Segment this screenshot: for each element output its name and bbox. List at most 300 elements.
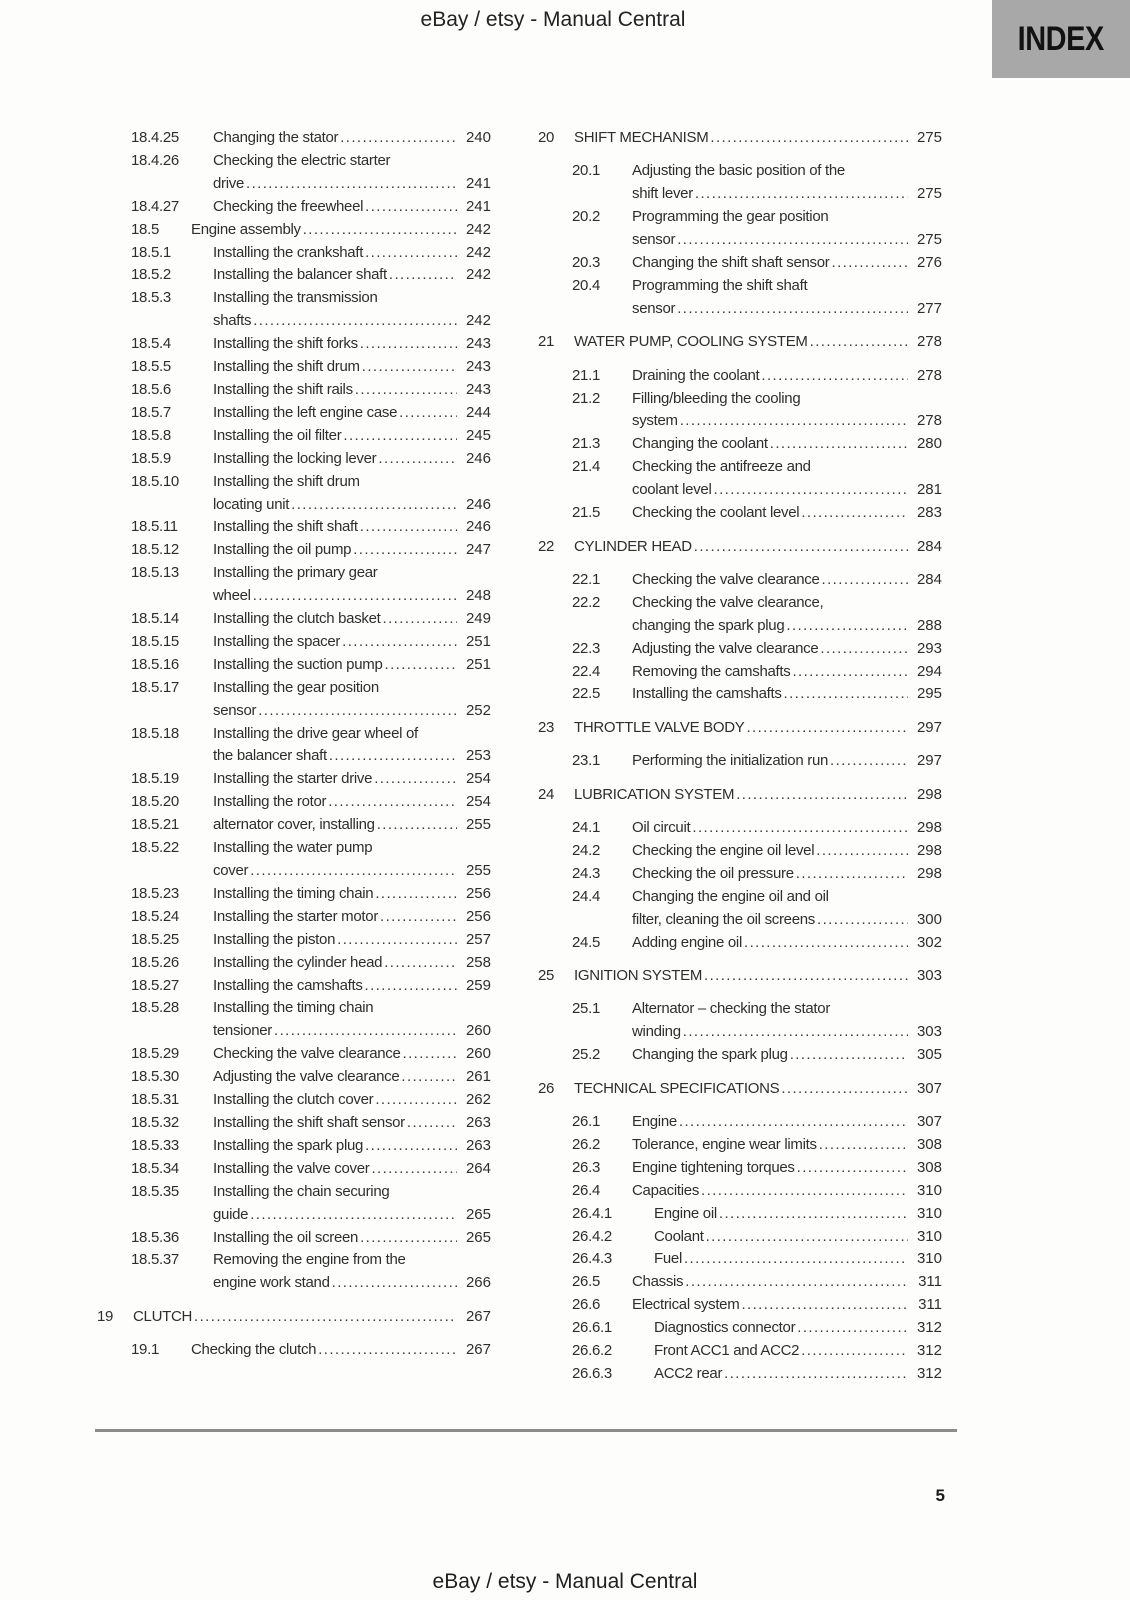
toc-entry [97,196,491,219]
toc-entry-title-block [632,1044,942,1067]
toc-entry-line [213,448,491,471]
toc-entry-line [213,150,491,173]
dot-leader [712,479,909,502]
dot-leader [335,929,457,952]
toc-entry [538,1111,942,1134]
dot-leader [742,932,908,955]
toc-entry-line [213,516,491,539]
page-header-title: eBay / etsy - Manual Central [420,8,686,31]
toc-entry-title-block [213,1227,491,1250]
toc-entry-line [632,252,942,275]
toc-entry-title-block [632,932,942,955]
toc-entry [97,356,491,379]
toc-entry-line [213,791,491,814]
toc-entry-page: 310 [916,1181,942,1199]
toc-entry-number: 18.5.27 [131,976,179,994]
toc-entry-line [213,173,491,196]
toc-entry-number: 18.5.26 [131,953,179,971]
toc-entry-title: Installing the rotor [213,793,327,811]
dot-leader [683,1271,908,1294]
dot-leader [256,700,457,723]
toc-entry [97,975,491,998]
toc-entry-title-block [632,998,942,1044]
dot-leader [363,975,457,998]
toc-entry-title: Installing the drive gear wheel of [213,724,418,742]
toc-entry-title: Installing the shift shaft sensor [213,1113,405,1131]
toc-entry [97,1135,491,1158]
toc-entry-page: 297 [916,718,942,736]
toc-entry-title-block [213,997,491,1043]
toc-entry-page: 284 [916,537,942,555]
dot-leader [702,965,908,988]
toc-entry-title: the balancer shaft [213,747,327,765]
toc-entry-number: 26.4.1 [572,1204,612,1222]
toc-entry-number: 18.5.4 [131,335,171,353]
toc-entry-line [632,817,942,840]
toc-entry-page: 294 [916,662,942,680]
toc-entry-title: Checking the oil pressure [632,864,794,882]
toc-entry [538,817,942,840]
dot-leader [675,229,908,252]
toc-entry-line [632,683,942,706]
toc-entry-line [574,1078,942,1101]
toc-entry-line [654,1363,942,1386]
toc-entry-title-block [574,717,942,740]
toc-entry-page: 244 [465,403,491,421]
toc-entry-title: Programming the gear position [632,208,829,226]
toc-entry-title: Capacities [632,1181,700,1199]
toc-entry-title-block [213,677,491,723]
toc-entry-title: Checking the valve clearance [632,570,820,588]
toc-entry-number: 25.1 [572,1000,600,1018]
toc-entry-page: 248 [465,587,491,605]
toc-entry [538,1203,942,1226]
toc-entry-title-block [213,608,491,631]
dot-leader [358,516,457,539]
toc-entry-title: Engine tightening torques [632,1158,795,1176]
toc-entry-title: Changing the shift shaft sensor [632,254,830,272]
toc-entry-page: 265 [465,1205,491,1223]
dot-leader [272,1020,457,1043]
toc-entry-title: cover [213,862,249,879]
toc-entry-title-block [213,837,491,883]
toc-chapter-entry [538,717,942,740]
toc-entry-title: sensor [213,701,257,719]
toc-entry-title: Installing the crankshaft [213,243,364,261]
toc-entry-title: Installing the suction pump [213,655,383,673]
toc-entry-page: 278 [916,366,942,384]
dot-leader [744,717,908,740]
toc-entry-page: 310 [916,1250,942,1268]
toc-entry-title-block [213,196,491,219]
toc-entry-line [133,1306,491,1329]
toc-entry-page: 241 [465,197,491,215]
toc-entry-title-block [213,929,491,952]
toc-entry-title: Installing the gear position [213,678,379,696]
toc-entry-page: 243 [465,335,491,353]
toc-entry-title-block [213,356,491,379]
toc-entry-title-block [632,638,942,661]
toc-entry-title-block [213,425,491,448]
toc-entry-title-block [213,1181,491,1227]
toc-entry-line [213,906,491,929]
toc-entry-page: 260 [465,1045,491,1063]
toc-entry-title-block [632,365,942,388]
toc-entry-title: coolant level [632,481,712,499]
toc-entry-title: Adjusting the valve clearance [213,1068,400,1086]
toc-entry-title: Installing the shift drum [213,358,360,376]
toc-entry [97,402,491,425]
dot-leader [759,365,908,388]
toc-entry-line [213,127,491,150]
toc-entry-page: 298 [916,841,942,859]
toc-entry-number: 23.1 [572,752,600,770]
toc-entry-number: 21.3 [572,435,600,453]
toc-entry-title: Installing the balancer shaft [213,266,387,284]
toc-entry [538,569,942,592]
toc-entry [538,1317,942,1340]
toc-entry-title-block [213,1089,491,1112]
dot-leader [795,1157,908,1180]
toc-entry-number: 18.5.17 [131,678,179,696]
page-number: 5 [935,1486,945,1505]
toc-entry [97,333,491,356]
toc-entry-line [632,932,942,955]
index-tab [992,0,1130,78]
toc-entry-line [213,700,491,723]
toc-entry-title-block [632,840,942,863]
toc-entry-number: 18.5.36 [131,1228,179,1246]
dot-leader [248,860,457,883]
toc-entry-line [632,569,942,592]
toc-entry-page: 241 [465,174,491,192]
toc-entry-number: 18.5.33 [131,1136,179,1154]
toc-entry-line [213,287,491,310]
toc-entry-title: Alternator – checking the stator [632,1000,831,1018]
toc-entry-page: 288 [916,616,942,634]
toc-entry-line [213,1227,491,1250]
dot-leader [383,654,457,677]
toc-entry-title: Oil circuit [632,819,691,837]
toc-entry-number: 18.5.5 [131,358,171,376]
toc-entry-line [632,183,942,206]
toc-entry-page: 247 [465,541,491,559]
toc-entry-title: Installing the shift shaft [213,518,358,536]
toc-entry [97,1043,491,1066]
toc-entry [97,654,491,677]
toc-entry-page: 243 [465,358,491,376]
dot-leader [363,196,457,219]
toc-entry-title-block [632,592,942,638]
toc-entry-title-block [213,127,491,150]
toc-entry-number: 18.5.21 [131,816,179,834]
toc-entry [97,768,491,791]
toc-entry-title-block [213,1043,491,1066]
dot-leader [326,791,457,814]
toc-entry-line [213,975,491,998]
toc-entry-page: 254 [465,770,491,788]
toc-entry-line [213,196,491,219]
toc-entry-title: Engine oil [654,1204,717,1222]
toc-entry-number: 24.5 [572,933,600,951]
toc-entry-title-block [213,471,491,517]
toc-entry-line [213,860,491,883]
toc-chapter-entry [538,965,942,988]
dot-leader [363,242,457,265]
dot-leader [678,410,908,433]
toc-entry [538,1340,942,1363]
toc-entry-line [213,1089,491,1112]
toc-entry-line [213,883,491,906]
toc-entry-page: 280 [916,435,942,453]
toc-entry-title: Changing the stator [213,129,339,146]
toc-entry-title-block [133,1306,491,1329]
toc-entry-title: Installing the oil screen [213,1228,359,1246]
dot-leader [373,883,457,906]
toc-entry-number: 20.3 [572,254,600,272]
dot-leader [363,1135,457,1158]
toc-entry [538,840,942,863]
toc-entry-number: 18.5.8 [131,426,171,444]
toc-entry-title: ACC2 rear [654,1365,723,1382]
toc-entry-title: Adjusting the valve clearance [632,639,819,657]
toc-entry [538,1294,942,1317]
toc-entry-title-block [632,160,942,206]
index-tab-label: INDEX [1017,19,1105,58]
toc-entry-number: 18.5.34 [131,1159,179,1177]
dot-leader [794,863,908,886]
dot-leader [251,585,457,608]
toc-entry-page: 307 [916,1113,942,1131]
toc-entry-number: 18.5.30 [131,1068,179,1086]
toc-entry-title-block [213,1112,491,1135]
toc-entry-line [632,615,942,638]
toc-entry-title-block [632,1294,942,1317]
toc-entry-title: Installing the transmission [213,289,378,307]
toc-entry [538,863,942,886]
toc-entry-page: 267 [465,1341,491,1359]
toc-entry-title-block [213,448,491,471]
dot-leader [784,615,908,638]
toc-entry-line [632,998,942,1021]
dot-leader [401,1043,457,1066]
dot-leader [799,502,908,525]
dot-leader [340,631,457,654]
toc-entry-line [213,723,491,746]
toc-entry-line [213,402,491,425]
toc-entry-title: guide [213,1205,249,1223]
toc-entry-page: 256 [465,907,491,925]
dot-leader [815,909,908,932]
toc-entry-number: 18.5.9 [131,449,171,467]
toc-entry-page: 303 [916,967,942,984]
toc-entry-page: 255 [465,862,491,879]
toc-entry-title-block [213,1135,491,1158]
toc-entry-number: 23 [538,718,555,736]
toc-entry-title-block [213,333,491,356]
toc-entry-title-block [213,1249,491,1295]
toc-entry [97,1339,491,1362]
toc-entry-page: 252 [465,701,491,719]
toc-entry-number: 18.5.7 [131,403,171,421]
toc-entry-title-block [213,906,491,929]
toc-entry-line [213,1135,491,1158]
toc-entry-number: 18.5.13 [131,564,179,582]
toc-entry-line [574,784,942,807]
toc-entry-title-block [632,1157,942,1180]
toc-entry-line [213,631,491,654]
toc-entry-title: Installing the clutch basket [213,610,381,628]
dot-leader [372,768,457,791]
toc-entry-title: Installing the shift drum [213,472,360,490]
toc-entry-page: 312 [916,1319,942,1337]
toc-entry-page: 312 [916,1342,942,1360]
dot-leader [369,1158,457,1181]
toc-entry-page: 305 [916,1046,942,1064]
toc-entry-title: Checking the electric starter [213,151,391,169]
toc-entry-title: Installing the shift rails [213,380,353,398]
toc-entry-number: 18.5.29 [131,1045,179,1063]
toc-entry-title-block [654,1248,942,1271]
toc-entry-title: Engine assembly [191,220,301,238]
toc-entry-title: Installing the primary gear [213,564,378,582]
toc-entry [97,723,491,769]
toc-entry-title-block [213,814,491,837]
toc-entry [538,638,942,661]
toc-entry-page: 242 [465,266,491,284]
dot-leader [692,536,908,559]
dot-leader [818,638,908,661]
toc-entry-page: 266 [465,1274,491,1292]
toc-entry-title-block [213,631,491,654]
toc-entry-title: Draining the coolant [632,366,760,384]
toc-entry-line [213,997,491,1020]
toc-entry-title-block [632,683,942,706]
toc-entry-page: 307 [916,1079,942,1097]
toc-entry [97,791,491,814]
toc-entry-page: 245 [465,426,491,444]
toc-entry [538,932,942,955]
toc-entry [97,1066,491,1089]
toc-entry-line [213,562,491,585]
toc-entry-title: Installing the starter drive [213,770,373,788]
dot-leader [289,494,457,517]
toc-entry-line [213,310,491,333]
toc-entry-line [632,1180,942,1203]
dot-leader [682,1248,908,1271]
toc-entry-title: Filling/bleeding the cooling [632,389,801,407]
toc-entry-title: Performing the initialization run [632,752,829,770]
toc-entry-title: Adjusting the basic position of the [632,162,845,180]
toc-entry-page: 275 [916,185,942,203]
toc-entry-title-block [654,1317,942,1340]
toc-entry-number: 22.2 [572,593,600,611]
dot-leader [675,298,908,321]
toc-entry-number: 18.5.23 [131,884,179,902]
toc-entry-title: filter, cleaning the oil screens [632,910,816,928]
toc-entry-title-block [574,331,942,354]
toc-entry-title: changing the spark plug [632,616,785,634]
toc-entry-line [632,638,942,661]
dot-leader [820,569,908,592]
toc-entry-title: Checking the clutch [191,1341,317,1359]
toc-entry-page: 298 [916,864,942,882]
dot-leader [351,539,457,562]
toc-entry-page: 240 [465,129,491,146]
toc-entry-number: 22.5 [572,685,600,703]
toc-entry-number: 18.5.20 [131,793,179,811]
toc-entry-number: 20.4 [572,276,600,294]
toc-entry-number: 18.5.16 [131,655,179,673]
toc-entry-line [632,1157,942,1180]
dot-leader [788,1044,908,1067]
toc-entry-number: 18.5.18 [131,724,179,742]
toc-entry-line [213,1272,491,1295]
toc-entry-title: alternator cover, installing [213,816,375,834]
dot-leader [790,661,908,684]
toc-entry-title: Diagnostics connector [654,1319,796,1337]
toc-entry-title: Changing the coolant [632,435,768,453]
toc-entry-page: 297 [916,752,942,770]
toc-entry [97,562,491,608]
toc-entry [97,516,491,539]
toc-entry-page: 298 [916,819,942,837]
toc-entry-number: 20.1 [572,162,600,180]
toc-entry-title-block [574,784,942,807]
toc-entry-title: Chassis [632,1273,684,1291]
toc-entry-number: 18.5.1 [131,243,171,261]
toc-entry-title: Installing the valve cover [213,1159,370,1177]
toc-entry-title: Checking the coolant level [632,504,800,522]
toc-entry-title: Installing the timing chain [213,884,374,902]
toc-entry-title: Removing the engine from the [213,1251,406,1269]
toc-entry [538,1363,942,1386]
toc-chapter-entry [538,784,942,807]
toc-entry-number: 18.5.25 [131,930,179,948]
toc-chapter-entry [97,1306,491,1329]
toc-entry-number: 21.4 [572,458,600,476]
toc-entry [97,425,491,448]
toc-entry-page: 276 [916,254,942,272]
toc-entry [97,379,491,402]
toc-entry-title-block [574,536,942,559]
dot-leader [251,310,457,333]
toc-entry-line [213,608,491,631]
toc-entry-title-block [574,965,942,988]
toc-entry [97,1112,491,1135]
toc-entry-number: 26.6 [572,1296,600,1314]
toc-entry-line [213,379,491,402]
toc-entry-title-block [632,750,942,773]
dot-leader [795,1317,908,1340]
toc-entry-line [654,1340,942,1363]
toc-entry [97,952,491,975]
toc-entry-page: 302 [916,933,942,951]
dot-leader [405,1112,457,1135]
toc-entry-line [213,1112,491,1135]
toc-entry [97,837,491,883]
toc-entry-title-block [654,1203,942,1226]
toc-entry [97,539,491,562]
toc-entry-number: 22 [538,537,555,555]
toc-entry-page: 298 [916,785,942,803]
toc-entry-number: 24.1 [572,819,600,837]
toc-entry-title-block [213,402,491,425]
toc-entry-line [632,456,942,479]
toc-entry-title: Installing the water pump [213,839,373,857]
toc-entry-title: WATER PUMP, COOLING SYSTEM [574,333,808,351]
dot-leader [768,433,908,456]
